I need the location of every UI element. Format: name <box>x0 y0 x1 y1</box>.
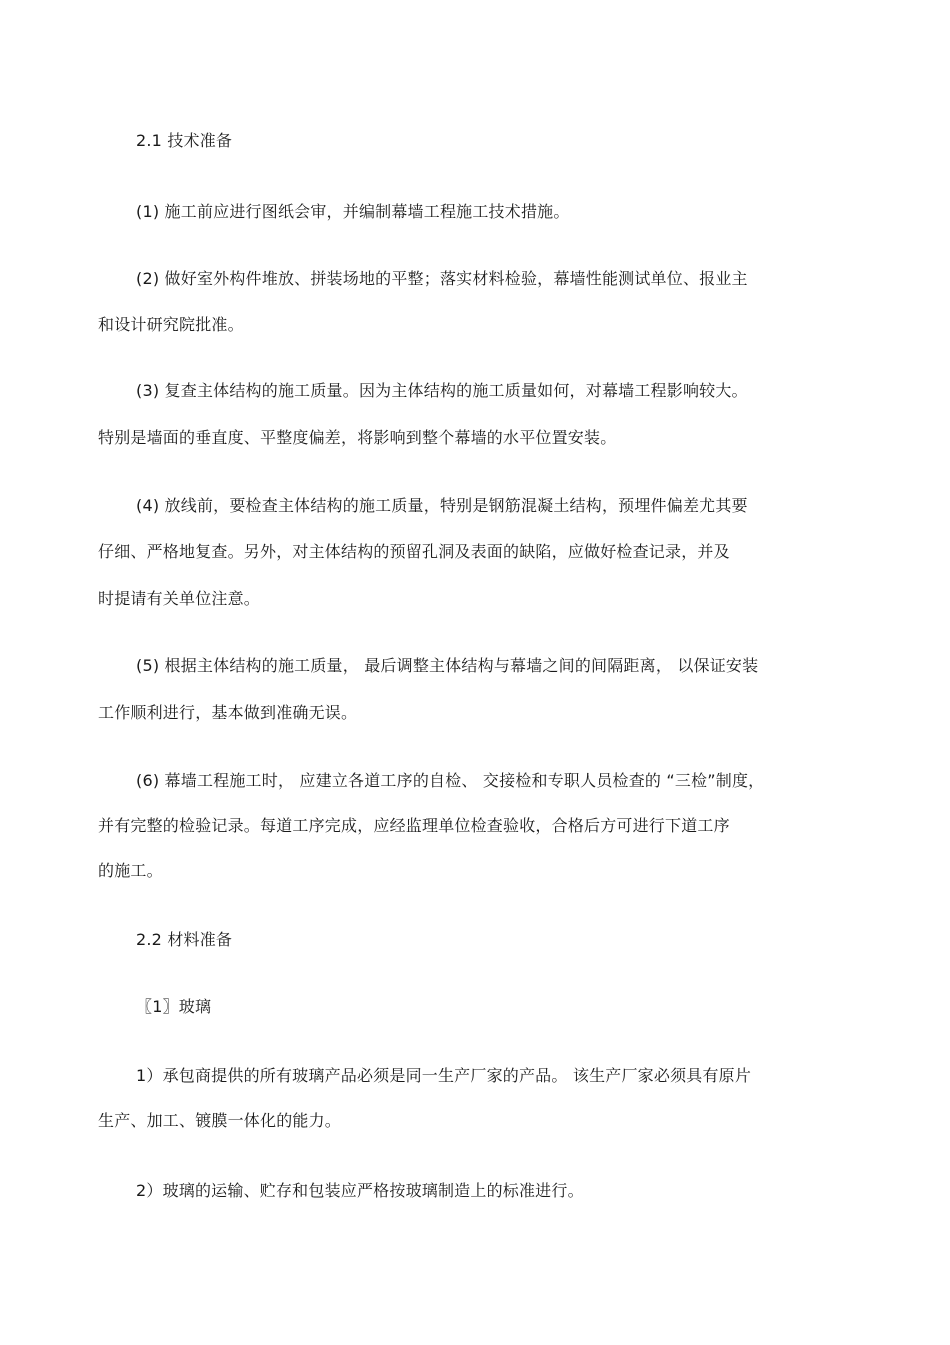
subheading-glass: 〖1〗玻璃 <box>136 997 212 1016</box>
paragraph-6-line-2: 并有完整的检验记录。每道工序完成，应经监理单位检查验收，合格后方可进行下道工序 <box>98 816 730 835</box>
paragraph-4-line-3: 时提请有关单位注意。 <box>98 589 261 608</box>
paragraph-3-line-2: 特别是墙面的垂直度、平整度偏差，将影响到整个幕墙的水平位置安装。 <box>98 428 617 447</box>
paragraph-2-line-2: 和设计研究院批准。 <box>98 315 244 334</box>
paragraph-6-line-3: 的施工。 <box>98 861 163 880</box>
section-heading-2-1: 2.1 技术准备 <box>136 131 233 150</box>
glass-item-1-line-1: 1）承包商提供的所有玻璃产品必须是同一生产厂家的产品。 该生产厂家必须具有原片 <box>136 1066 752 1085</box>
paragraph-4-line-1: (4) 放线前，要检查主体结构的施工质量，特别是钢筋混凝土结构，预埋件偏差尤其要 <box>136 496 748 515</box>
glass-item-1-line-2: 生产、加工、镀膜一体化的能力。 <box>98 1111 342 1130</box>
paragraph-5-line-1: (5) 根据主体结构的施工质量， 最后调整主体结构与幕墙之间的间隔距离， 以保证安装 <box>136 656 759 675</box>
paragraph-3-line-1: (3) 复查主体结构的施工质量。因为主体结构的施工质量如何，对幕墙工程影响较大。 <box>136 381 748 400</box>
paragraph-2-line-1: (2) 做好室外构件堆放、拼装场地的平整；落实材料检验，幕墙性能测试单位、报业主 <box>136 269 748 288</box>
paragraph-1-line-1: (1) 施工前应进行图纸会审，并编制幕墙工程施工技术措施。 <box>136 202 570 221</box>
section-heading-2-2: 2.2 材料准备 <box>136 930 233 949</box>
paragraph-6-line-1: (6) 幕墙工程施工时， 应建立各道工序的自检、 交接检和专职人员检查的 “三检”制度， <box>136 771 765 790</box>
glass-item-2-line-1: 2）玻璃的运输、贮存和包装应严格按玻璃制造上的标准进行。 <box>136 1181 584 1200</box>
paragraph-5-line-2: 工作顺利进行，基本做到准确无误。 <box>98 703 358 722</box>
paragraph-4-line-2: 仔细、严格地复查。另外，对主体结构的预留孔洞及表面的缺陷，应做好检查记录，并及 <box>98 542 730 561</box>
